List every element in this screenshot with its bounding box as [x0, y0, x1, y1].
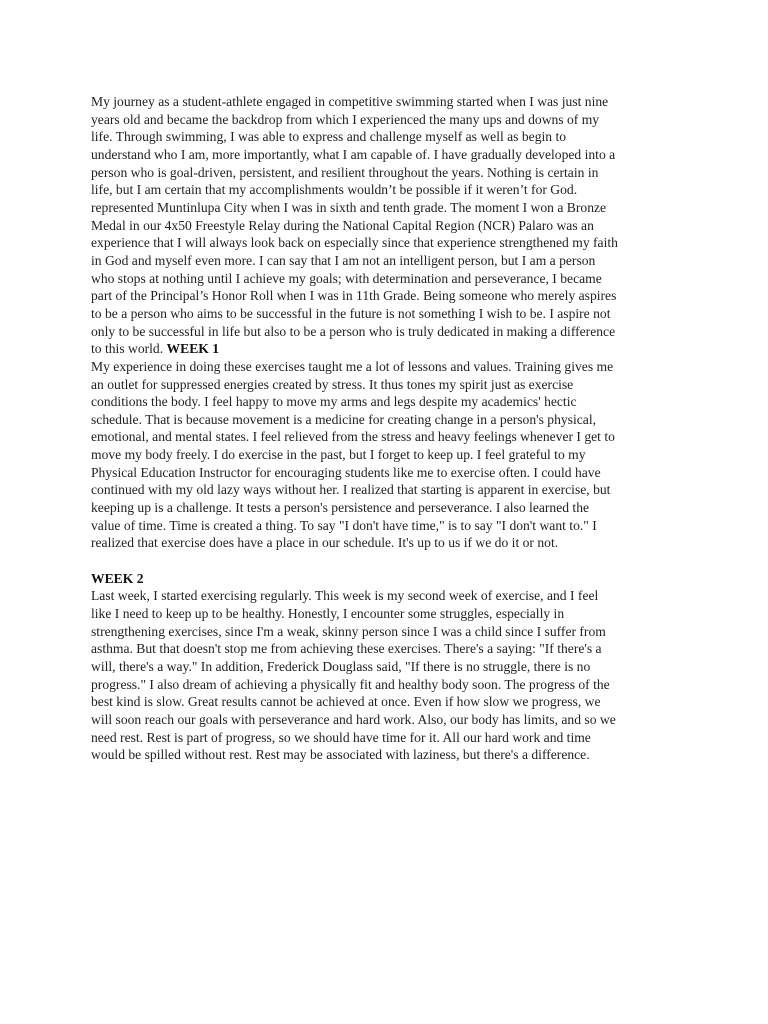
intro-text: My journey as a student-athlete engaged in competitive swimming started when I was just nine years old and became the backdrop from which I experienced the many ups and downs of my life. Through swimming, I was able to express and challenge myself as well as begin to understand who I am, more importantly, what I am capable of. I have gradually developed into a person who is goal-driven, persistent, and resilient throughout the years. Nothing is certain in life, but I am certain that my accomplishments wouldn’t be possible if it weren’t for God. represented Muntinlupa City when I was in sixth and tenth grade. The moment I won a Bronze Medal in our 4x50 Freestyle Relay during the National Capital Region (NCR) Palaro was an experience that I will always look back on especially since that experience strengthened my faith in God and myself even more. I can say that I am not an intelligent person, but I am a person who stops at nothing until I achieve my goals; with determination and perseverance, I became part of the Principal’s Honor Roll when I was in 11th Grade. Being someone who merely aspires to be a person who aims to be successful in the future is not something I wish to be. I aspire not only to be successful in life but also to be a person who is truly dedicated in making a difference to this world.: [91, 94, 618, 357]
week1-paragraph: My experience in doing these exercises taught me a lot of lessons and values. Training gives me an outlet for suppressed energies created by stress. It thus tones my spirit just as exercise conditions the body. I feel happy to move my arms and legs despite my academics' hectic schedule. That is because movement is a medicine for creating change in a person's physical, emotional, and mental states. I feel relieved from the stress and heavy feelings whenever I get to move my body freely. I do exercise in the past, but I forget to keep up. I feel grateful to my Physical Education Instructor for encouraging students like me to exercise often. I could have continued with my old lazy ways without her. I realized that starting is apparent in exercise, but keeping up is a challenge. It tests a person's persistence and perseverance. I also learned the value of time. Time is created a thing. To say "I don't have time," is to say "I don't want to." I realized that exercise does have a place in our schedule. It's up to us if we do it or not.: [91, 358, 615, 551]
week2-heading: WEEK 2: [91, 570, 144, 586]
document-body: [91, 93, 681, 764]
intro-paragraph: [91, 93, 681, 358]
week1-heading: WEEK 1: [166, 341, 220, 357]
week2-paragraph: Last week, I started exercising regularly. This week is my second week of exercise, and I feel like I need to keep up to be healthy. Honestly, I encounter some struggles, especially in strengthening exercises, since I'm a weak, skinny person since I was a child since I suffer from asthma. But that doesn't stop me from achieving these exercises. There's a saying: "If there's a will, there's a way." In addition, Frederick Douglass said, "If there is no struggle, there is no progress." I also dream of achieving a physically fit and healthy body soon. The progress of the best kind is slow. Great results cannot be achieved at once. Even if how slow we progress, we will soon reach our goals with perseverance and hard work. Also, our body has limits, and so we need rest. Rest is part of progress, so we should have time for it. All our hard work and time would be spilled without rest. Rest may be associated with laziness, but there's a difference.: [91, 588, 616, 763]
